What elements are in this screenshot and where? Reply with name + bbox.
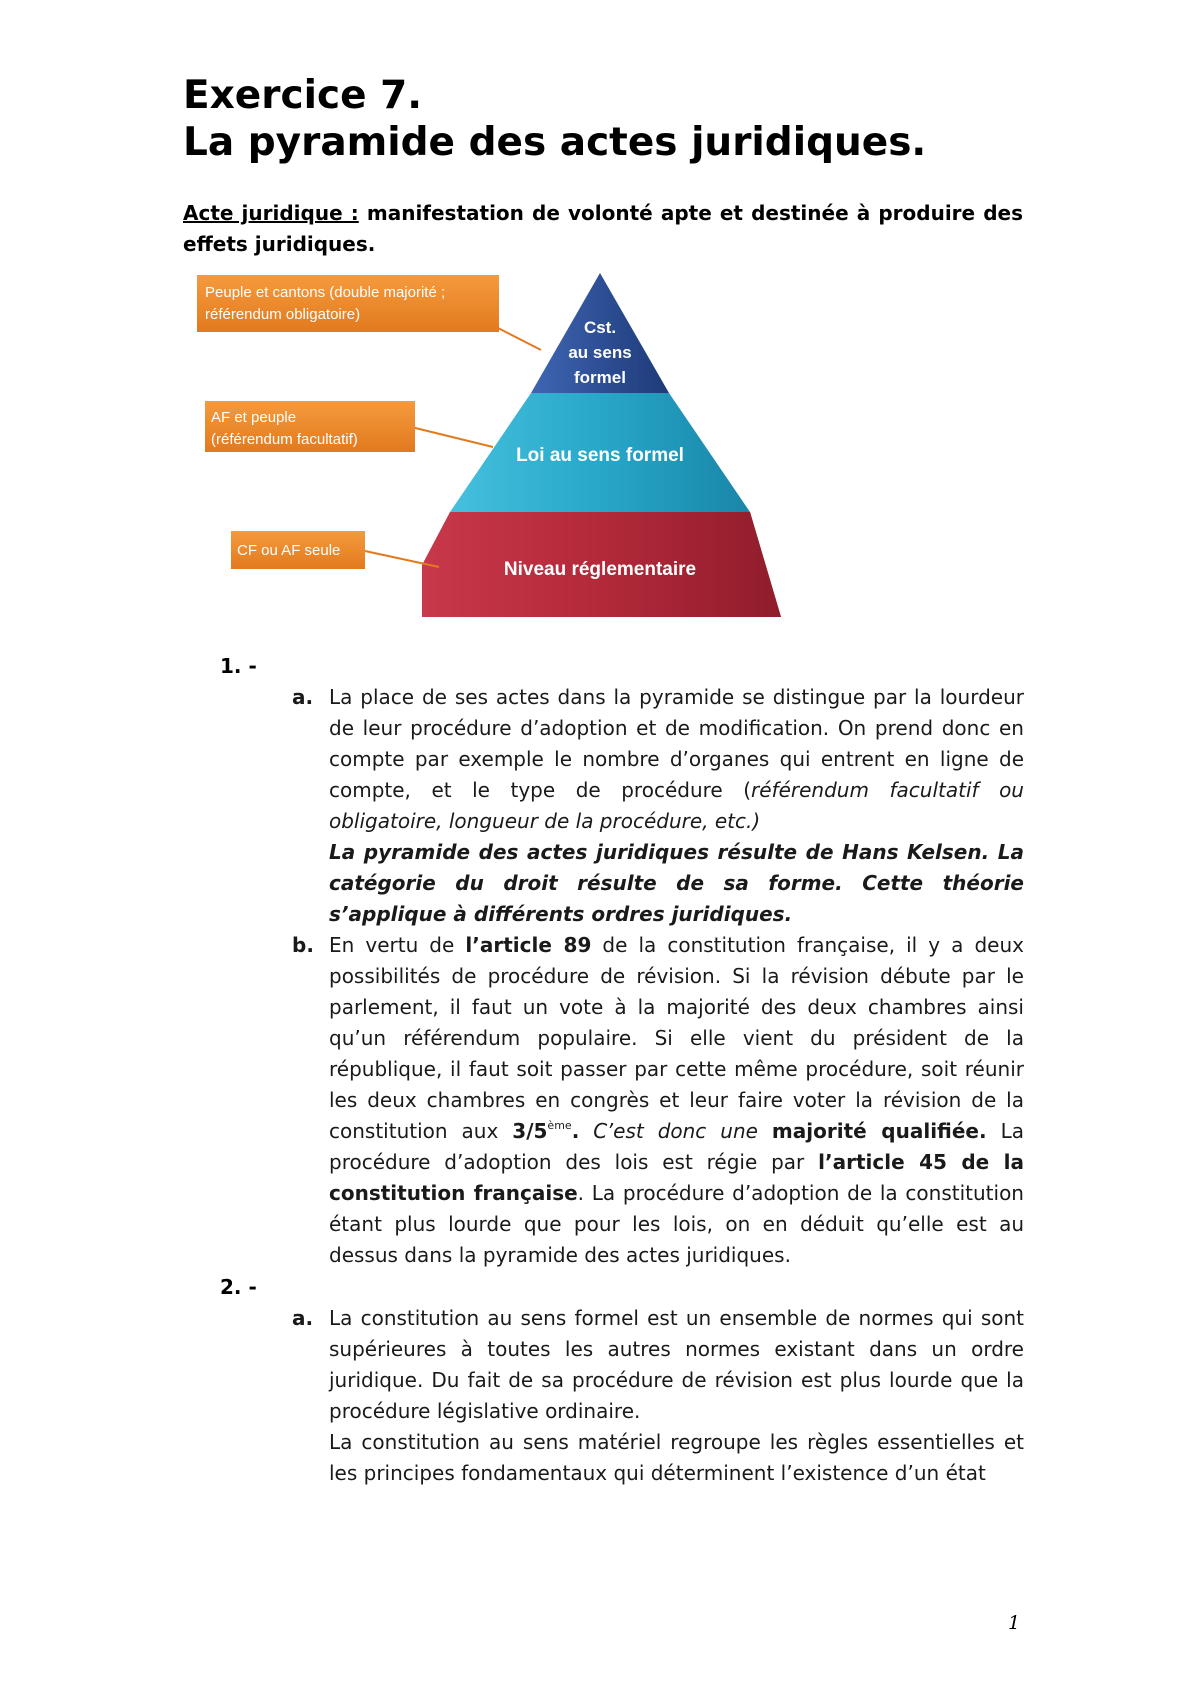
section-1b-text-4: . La procédure d’adoption de la constitution étant plus lourde que pour les lois, on en déduit qu’elle est au dessus dans la pyramide des actes juridiques. [329,1181,1024,1267]
exercise-title: La pyramide des actes juridiques. [183,120,927,165]
article-89-ref: l’article 89 [465,933,592,957]
callout-middle-line2: (référendum facultatif) [211,431,358,448]
section-1a-italic: référendum facultatif ou obligatoire, longueur de la procédure, etc.) [329,778,1024,833]
qualified-majority: majorité qualifiée. [771,1119,987,1143]
fraction-period: . [571,1119,580,1143]
section-1b-letter: b. [292,933,314,957]
section-1b-text-2: de la constitution française, il y a deux possibilités de procédure de révision. Si la révision débute par le parlement, il faut un vote à la majorité des deux chambres ainsi qu’un référendum populaire. Si elle vient du président de la république, il faut soit passer par cette même procédure, soit réunir les deux chambres en congrès et leur faire voter la révision de la constitution aux [329,933,1024,1143]
definition-paragraph [183,198,1023,260]
section-1a-letter: a. [292,685,314,709]
callout-top-line2: référendum obligatoire) [205,306,361,323]
level-top-line1: Cst. [583,318,617,337]
section-2a-letter: a. [292,1306,314,1330]
section-1b-text-3: La procédure d’adoption des lois est régie par [329,1119,1024,1174]
section-1-number: 1. - [220,654,257,678]
section-1b-paragraph [329,930,1024,1271]
section-1b-text-1: En vertu de [329,933,466,957]
article-45-ref: l’article 45 de la constitution française [329,1150,1025,1205]
section-1a-paragraph [329,682,1024,837]
section-1b-italic: C’est donc une [579,1119,772,1143]
definition-term: Acte juridique : [183,201,359,225]
callout-top-line1: Peuple et cantons (double majorité ; [205,284,446,301]
section-2a-paragraph-1: La constitution au sens formel est un ensemble de normes qui sont supérieures à toutes les autres normes existant dans un ordre juridique. Du fait de sa procédure de révision est plus lourde que la procédure législative ordinaire. [329,1306,1024,1423]
level-top-line2: au sens [568,343,632,362]
connector-line-middle [403,425,493,447]
page-number: 1 [1008,1612,1021,1634]
section-1b [292,930,1024,1271]
level-middle-label: Loi au sens formel [516,445,684,466]
level-top-line3: formel [574,368,626,387]
pyramid-diagram [193,265,793,625]
document-title [183,72,926,166]
section-1a [292,682,1024,930]
level-bottom-label: Niveau réglementaire [503,559,697,580]
section-1a-text: La place de ses actes dans la pyramide se distingue par la lourdeur de leur procédure d’adoption et de modification. On prend donc en compte par exemple le nombre d’organes qui entrent en ligne de compte, et le type de procédure ( [329,685,1024,802]
section-2-number: 2. - [220,1275,257,1299]
exercise-heading: Exercice 7. [183,73,423,118]
fraction-3-5: 3/5 [512,1119,548,1143]
ordinal-superscript: ème [547,1119,572,1132]
section-2a-paragraph-2: La constitution au sens matériel regroupe les règles essentielles et les principes fondamentaux qui déterminent l’existence d’un état [329,1430,1024,1485]
section-2a [292,1303,1024,1489]
callout-middle-line1: AF et peuple [211,409,297,426]
callout-bottom-text: CF ou AF seule [237,542,341,559]
definition-text: manifestation de volonté apte et destinée à produire des effets juridiques. [183,201,1023,256]
pyramid-figure [193,265,793,625]
kelsen-paragraph: La pyramide des actes juridiques résulte de Hans Kelsen. La catégorie du droit résulte de sa forme. Cette théorie s’applique à différents ordres juridiques. [329,840,1024,926]
